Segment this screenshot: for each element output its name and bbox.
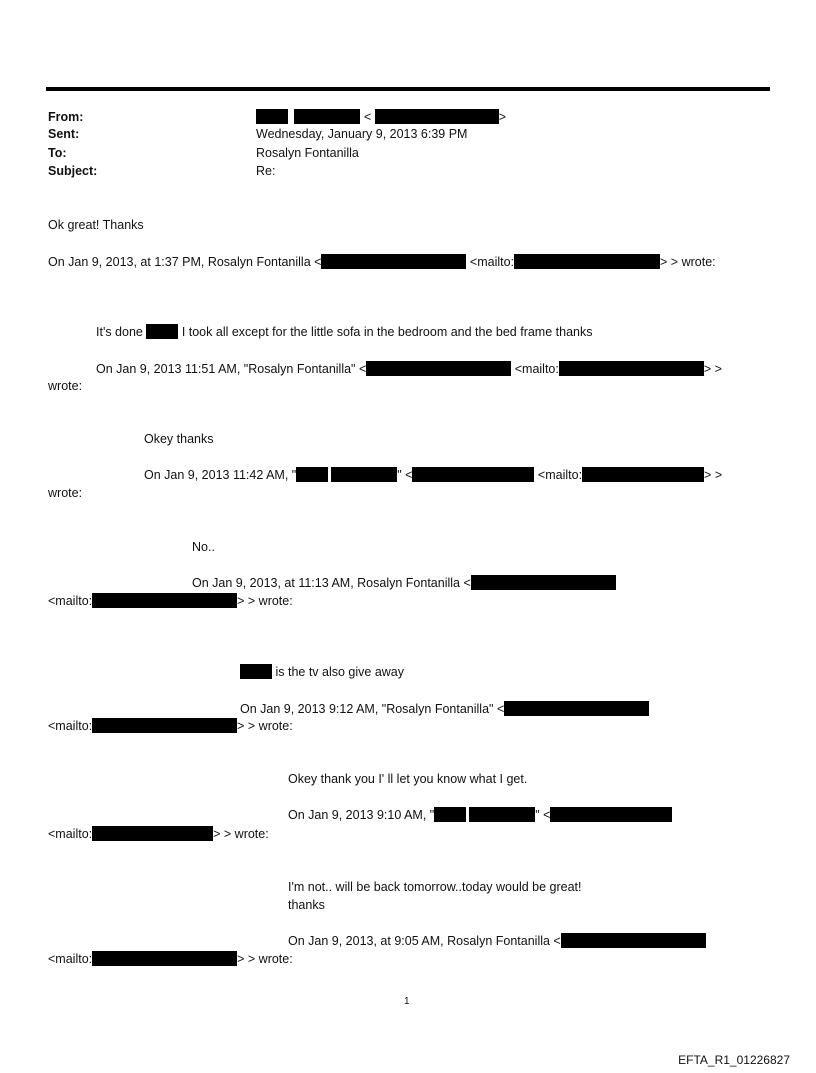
quote-mailto-6 [48,826,269,842]
redaction [561,933,706,948]
message-text: is the tv also give away [272,665,405,679]
from-lt: < [363,110,372,124]
quote-header-3 [144,467,722,483]
redaction [504,701,649,716]
redaction [92,593,237,608]
quote-header-6 [288,807,672,823]
to-value: Rosalyn Fontanilla [256,146,359,160]
sent-label: Sent: [48,127,80,141]
from-label: From: [48,110,84,124]
quote-mailto-7 [48,951,293,967]
quote-text: > > [704,468,723,482]
quote-header-2 [96,361,722,377]
quote-text: <mailto: [48,719,93,733]
redaction [434,807,466,822]
redaction [256,109,288,124]
quote-text: On Jan 9, 2013 11:42 AM, " [144,468,297,482]
quote-text: <mailto: [48,827,93,841]
quote-wrote-2: wrote: [48,379,83,393]
document-id: EFTA_R1_01226827 [678,1053,790,1067]
redaction [366,361,511,376]
quote-text: <mailto: [511,362,559,376]
redaction [331,467,397,482]
page-number: 1 [404,996,410,1007]
redaction [514,254,660,269]
quote-text: On Jan 9, 2013 11:51 AM, "Rosalyn Fontanilla" < [96,362,367,376]
redaction [146,324,178,339]
message-6-line-2: thanks [288,898,325,912]
quote-mailto-5 [48,718,293,734]
to-label: To: [48,146,67,160]
from-gt: > [498,110,507,124]
message-1 [96,324,592,340]
quote-text: > > wrote: [237,952,293,966]
quote-text: On Jan 9, 2013 9:10 AM, " [288,808,435,822]
quote-text: <mailto: [466,255,515,269]
quote-wrote-3: wrote: [48,486,83,500]
redaction [92,951,237,966]
redaction [296,467,328,482]
quote-text: <mailto: [48,952,93,966]
quote-text: > > wrote: [237,594,293,608]
quote-text: On Jan 9, 2013 9:12 AM, "Rosalyn Fontanilla" < [240,702,505,716]
quote-text: " < [535,808,551,822]
redaction [92,718,237,733]
subject-label: Subject: [48,164,98,178]
quote-header-4 [192,575,616,591]
message-3: No.. [192,540,215,554]
quote-text: > > wrote: [660,255,716,269]
redaction [469,807,535,822]
redaction [92,826,213,841]
from-value [256,109,506,125]
quote-header-5 [240,701,649,717]
message-5: Okey thank you I' ll let you know what I get. [288,772,528,786]
quote-text: On Jan 9, 2013, at 1:37 PM, Rosalyn Fontanilla < [48,255,322,269]
message-2: Okey thanks [144,432,214,446]
message-text: I took all except for the little sofa in the bedroom and the bed frame thanks [178,325,593,339]
message-text: It's done [96,325,147,339]
quote-text: <mailto: [48,594,93,608]
sent-value: Wednesday, January 9, 2013 6:39 PM [256,127,468,141]
quote-text: " < [397,468,413,482]
redaction [471,575,616,590]
redaction [375,109,499,124]
reply-top: Ok great! Thanks [48,218,144,232]
message-6-line-1: I'm not.. will be back tomorrow..today would be great! [288,880,582,894]
quote-text: > > wrote: [213,827,269,841]
quote-header-7 [288,933,706,949]
message-4 [240,664,404,680]
redaction [412,467,534,482]
quote-text: On Jan 9, 2013, at 11:13 AM, Rosalyn Fontanilla < [192,576,471,590]
quote-text: On Jan 9, 2013, at 9:05 AM, Rosalyn Fontanilla < [288,934,561,948]
redaction [582,467,704,482]
subject-value: Re: [256,164,276,178]
quote-text: > > [703,362,722,376]
redaction [559,361,704,376]
quote-header-1 [48,254,716,270]
redaction [240,664,272,679]
quote-text: > > wrote: [237,719,293,733]
redaction [321,254,466,269]
quote-text: <mailto: [534,468,583,482]
redaction [550,807,672,822]
quote-mailto-4 [48,593,293,609]
redaction [294,109,360,124]
header-rule [46,87,770,91]
